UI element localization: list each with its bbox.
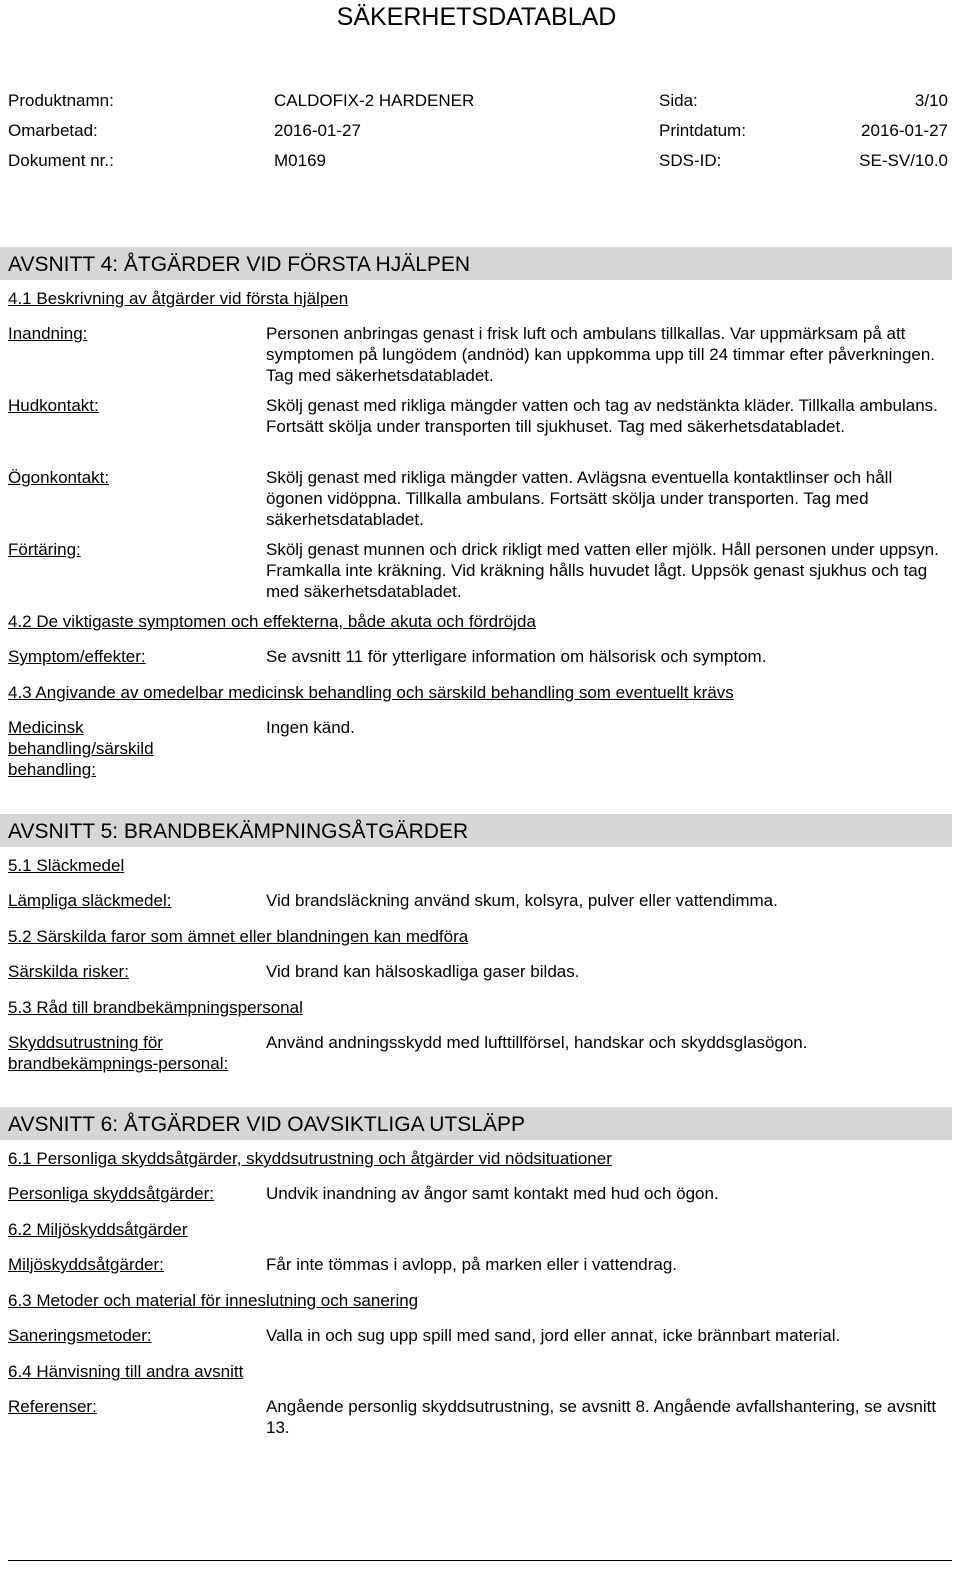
skin-contact-label: Hudkontakt: bbox=[8, 396, 99, 415]
page-label: Sida: bbox=[659, 91, 698, 110]
medical-treatment-label: Medicinsk behandling/särskild behandling: bbox=[8, 718, 154, 779]
references-value: Angående personlig skyddsutrustning, se avsnitt 8. Angående avfallshantering, se avsnitt 13. bbox=[266, 1397, 937, 1437]
extinguishing-media-value: Vid brandsläckning använd skum, kolsyra, pulver eller vattendimma. bbox=[266, 891, 778, 910]
product-name-value: CALDOFIX-2 HARDENER bbox=[274, 91, 475, 110]
medical-treatment-value: Ingen känd. bbox=[266, 718, 355, 737]
section-6-header bbox=[0, 1107, 952, 1140]
document-number-label: Dokument nr.: bbox=[8, 151, 114, 170]
subsection-5-2-title: 5.2 Särskilda faror som ämnet eller blandningen kan medföra bbox=[8, 927, 469, 946]
page-value: 3/10 bbox=[914, 91, 948, 110]
symptoms-label: Symptom/effekter: bbox=[8, 647, 146, 666]
print-date-label: Printdatum: bbox=[659, 121, 746, 140]
personal-precautions-label: Personliga skyddsåtgärder: bbox=[8, 1184, 215, 1203]
sds-id-label: SDS-ID: bbox=[659, 151, 722, 170]
print-date-value: 2016-01-27 bbox=[861, 121, 948, 140]
subsection-6-4-title: 6.4 Hänvisning till andra avsnitt bbox=[8, 1362, 244, 1381]
subsection-5-3-title: 5.3 Råd till brandbekämpningspersonal bbox=[8, 998, 303, 1017]
section-5-title: AVSNITT 5: BRANDBEKÄMPNINGSÅTGÄRDER bbox=[8, 820, 469, 843]
extinguishing-media-label: Lämpliga släckmedel: bbox=[8, 891, 172, 910]
skin-contact-value: Skölj genast med rikliga mängder vatten och tag av nedstänkta kläder. Tillkalla ambulans. Fortsätt skölja under transporten till sjukhuset. Tag med säkerhetsdatabladet. bbox=[266, 396, 938, 436]
subsection-6-2-title: 6.2 Miljöskyddsåtgärder bbox=[8, 1220, 188, 1239]
references-label: Referenser: bbox=[8, 1397, 97, 1416]
eye-contact-value: Skölj genast med rikliga mängder vatten. Avlägsna eventuella kontaktlinser och håll ögonen vidöppna. Tillkalla ambulans. Fortsätt skölja under transporten. Tag med säkerhetsdatabladet. bbox=[266, 468, 893, 529]
personal-precautions-value: Undvik inandning av ångor samt kontakt med hud och ögon. bbox=[266, 1184, 719, 1203]
subsection-5-1-title: 5.1 Släckmedel bbox=[8, 856, 125, 875]
special-hazards-value: Vid brand kan hälsoskadliga gaser bildas. bbox=[266, 962, 580, 981]
cleanup-methods-value: Valla in och sug upp spill med sand, jord eller annat, icke brännbart material. bbox=[266, 1326, 841, 1345]
section-5-header bbox=[0, 814, 952, 847]
cleanup-methods-label: Saneringsmetoder: bbox=[8, 1326, 152, 1345]
subsection-4-1-title: 4.1 Beskrivning av åtgärder vid första hjälpen bbox=[8, 289, 349, 308]
subsection-4-3-title: 4.3 Angivande av omedelbar medicinsk behandling och särskild behandling som eventuellt krävs bbox=[8, 683, 734, 702]
inhalation-label: Inandning: bbox=[8, 324, 88, 343]
section-4-title: AVSNITT 4: ÅTGÄRDER VID FÖRSTA HJÄLPEN bbox=[8, 253, 471, 276]
eye-contact-label: Ögonkontakt: bbox=[8, 468, 110, 487]
footer-divider bbox=[8, 1560, 952, 1561]
firefighter-equipment-value: Använd andningsskydd med lufttillförsel, handskar och skyddsglasögon. bbox=[266, 1033, 808, 1052]
sds-id-value: SE-SV/10.0 bbox=[859, 151, 948, 170]
subsection-6-1-title: 6.1 Personliga skyddsåtgärder, skyddsutrustning och åtgärder vid nödsituationer bbox=[8, 1149, 612, 1168]
symptoms-value: Se avsnitt 11 för ytterligare information om hälsorisk och symptom. bbox=[266, 647, 767, 666]
section-4-header bbox=[0, 247, 952, 280]
special-hazards-label: Särskilda risker: bbox=[8, 962, 129, 981]
ingestion-value: Skölj genast munnen och drick rikligt med vatten eller mjölk. Håll personen under uppsyn. Framkalla inte kräkning. Vid kräkning hålls huvudet lågt. Uppsök genast sjukhus och tag med säkerhetsdatabladet. bbox=[266, 540, 939, 601]
inhalation-value: Personen anbringas genast i frisk luft och ambulans tillkallas. Var uppmärksam på att symptomen på lungödem (andnöd) kan uppkomma upp till 24 timmar efter påverkningen. Tag med säkerhetsdatabladet. bbox=[266, 324, 936, 385]
ingestion-label: Förtäring: bbox=[8, 540, 81, 559]
document-title: SÄKERHETSDATABLAD bbox=[336, 3, 617, 31]
subsection-6-3-title: 6.3 Metoder och material för inneslutning och sanering bbox=[8, 1291, 419, 1310]
environmental-precautions-value: Får inte tömmas i avlopp, på marken eller i vattendrag. bbox=[266, 1255, 678, 1274]
revised-label: Omarbetad: bbox=[8, 121, 98, 140]
document-number-value: M0169 bbox=[274, 151, 326, 170]
firefighter-equipment-label: Skyddsutrustning för brandbekämpnings-personal: bbox=[8, 1033, 229, 1073]
subsection-4-2-title: 4.2 De viktigaste symptomen och effekterna, både akuta och fördröjda bbox=[8, 612, 536, 631]
revised-value: 2016-01-27 bbox=[274, 121, 361, 140]
section-6-title: AVSNITT 6: ÅTGÄRDER VID OAVSIKTLIGA UTSLÄPP bbox=[8, 1113, 525, 1136]
product-name-label: Produktnamn: bbox=[8, 91, 114, 110]
environmental-precautions-label: Miljöskyddsåtgärder: bbox=[8, 1255, 164, 1274]
